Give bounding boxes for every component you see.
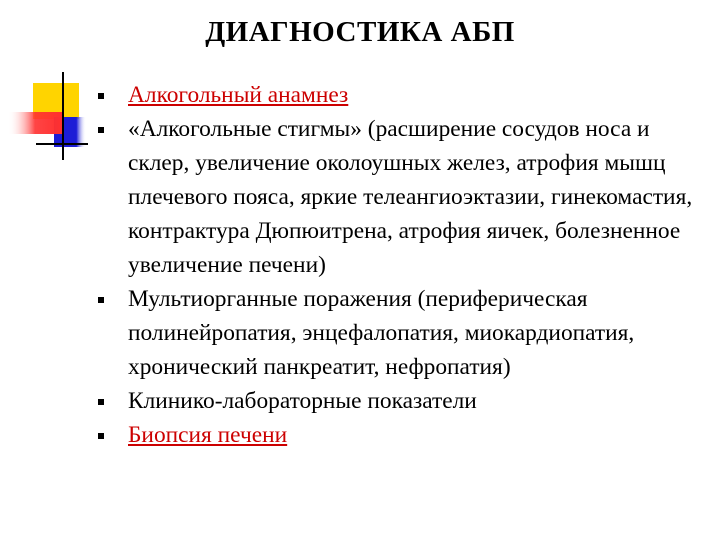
square-bullet-icon (98, 297, 104, 303)
bullet-item-lab (92, 384, 702, 418)
bullet-list (92, 78, 702, 452)
deco-red-bar (8, 112, 62, 134)
stigmata-text: «Алкогольные стигмы» (расширение сосудов носа и склер, увеличение околоушных желез, атрофия мышц плечевого пояса, яркие телеангиоэктазии, гинекомастия, контрактура Дюпюитрена, атрофия яичек, болезненное увеличение печени) (128, 116, 693, 278)
anamnesis-link[interactable]: Алкогольный анамнез (128, 82, 349, 108)
square-bullet-icon (98, 93, 104, 99)
multiorgan-text: Мультиорганные поражения (периферическая полинейропатия, энцефалопатия, миокардиопатия, хронический панкреатит, нефропатия) (128, 286, 635, 380)
square-bullet-icon (98, 399, 104, 405)
square-bullet-icon (98, 127, 104, 133)
bullet-item-multiorgan (92, 282, 702, 384)
bullet-item-biopsy (92, 418, 702, 452)
square-bullet-icon (98, 433, 104, 439)
biopsy-link[interactable]: Биопсия печени (128, 422, 288, 448)
bullet-item-stigmata (92, 112, 702, 282)
slide-title: ДИАГНОСТИКА АБП (205, 16, 515, 48)
lab-text: Клинико-лабораторные показатели (128, 388, 477, 414)
bullet-item-anamnesis (92, 78, 702, 112)
